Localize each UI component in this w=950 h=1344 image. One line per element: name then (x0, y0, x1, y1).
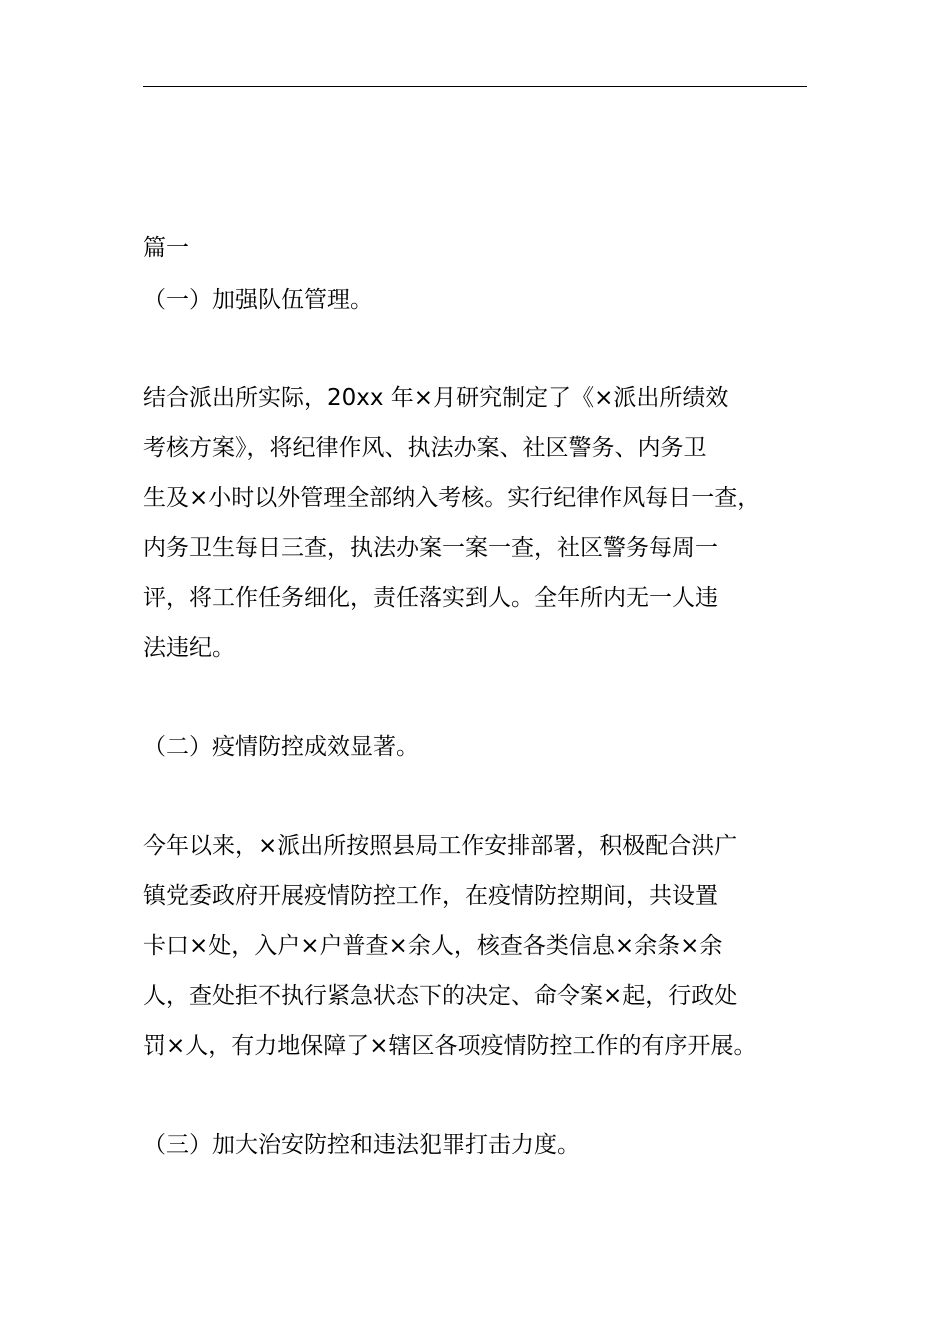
paragraph-line: 内务卫生每日三查，执法办案一案一查，社区警务每周一 (143, 535, 718, 561)
paragraph-line: 考核方案》，将纪律作风、执法办案、社区警务、内务卫 (143, 435, 707, 461)
paragraph-line: 结合派出所实际，20xx 年×月研究制定了《×派出所绩效 (143, 385, 729, 411)
paragraph-line: 生及×小时以外管理全部纳入考核。实行纪律作风每日一查， (143, 485, 761, 511)
paragraph-line: 今年以来，×派出所按照县局工作安排部署，积极配合洪广 (143, 833, 738, 859)
section-label: 篇一 (143, 235, 189, 261)
heading-3: （三）加大治安防控和违法犯罪打击力度。 (143, 1132, 580, 1158)
paragraph-line: 镇党委政府开展疫情防控工作，在疫情防控期间，共设置 (143, 883, 718, 909)
paragraph-line: 人，查处拒不执行紧急状态下的决定、命令案×起，行政处 (143, 983, 738, 1009)
heading-2: （二）疫情防控成效显著。 (143, 734, 419, 760)
heading-1: （一）加强队伍管理。 (143, 287, 373, 313)
paragraph-line: 罚×人，有力地保障了×辖区各项疫情防控工作的有序开展。 (143, 1033, 757, 1059)
header-rule (143, 86, 807, 87)
paragraph-line: 法违纪。 (143, 635, 235, 661)
paragraph-line: 卡口×处，入户×户普查×余人，核查各类信息×余条×余 (143, 933, 723, 959)
paragraph-line: 评，将工作任务细化，责任落实到人。全年所内无一人违 (143, 585, 718, 611)
